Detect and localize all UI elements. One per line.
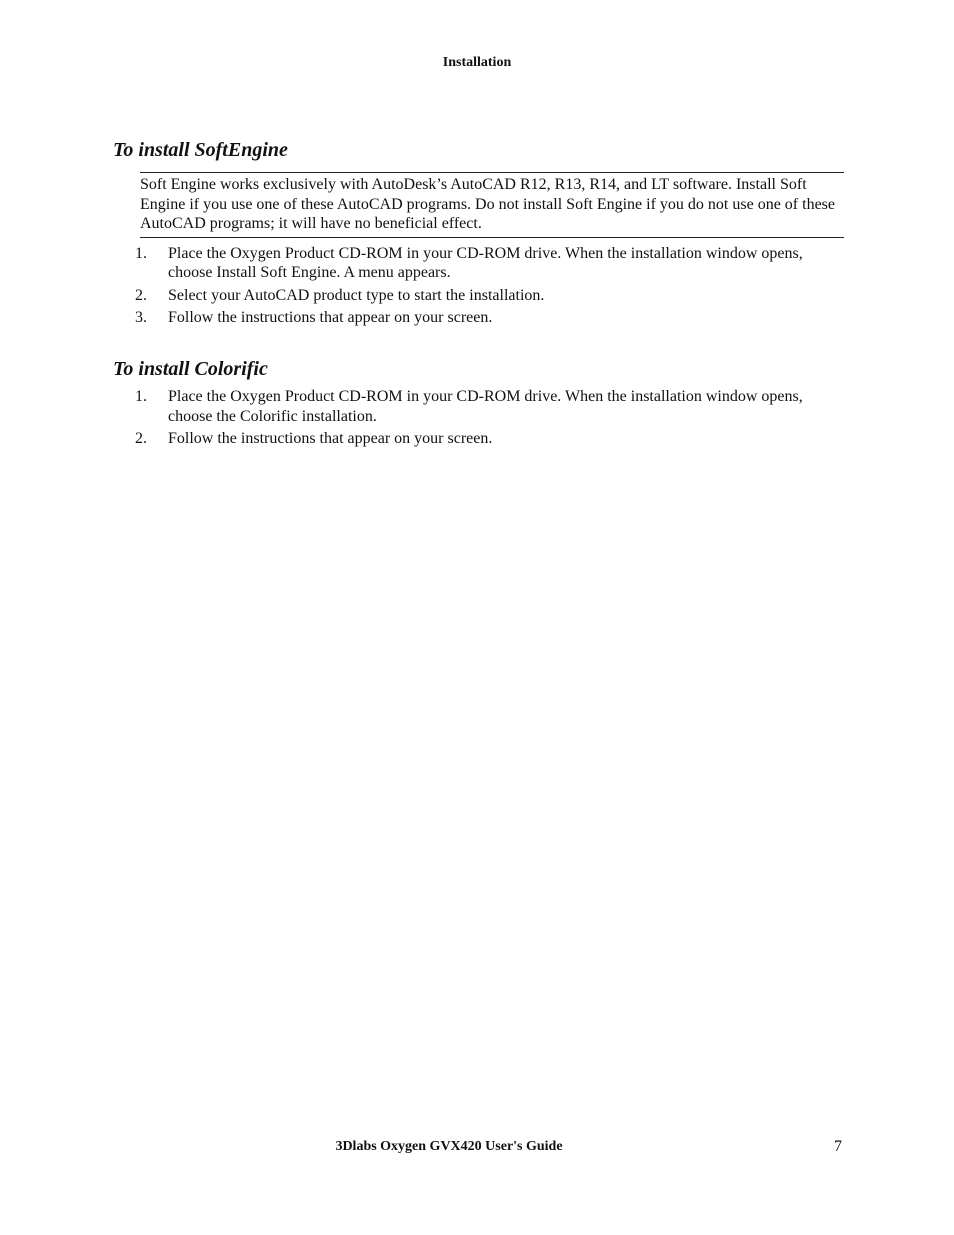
- footer-title: 3Dlabs Oxygen GVX420 User's Guide: [335, 1139, 563, 1154]
- list-item: [113, 308, 844, 328]
- step-number: 1.: [135, 388, 147, 405]
- list-item: [113, 286, 844, 306]
- step-text: Place the Oxygen Product CD-ROM in your CD-ROM drive. When the installation window opens, choose Install Soft Engine. A menu appears.: [168, 244, 803, 281]
- section-install-colorific: [113, 357, 844, 452]
- step-text: Follow the instructions that appear on your screen.: [168, 309, 493, 326]
- list-item: [113, 429, 844, 449]
- list-item: [113, 244, 844, 283]
- section-title: To install Colorific: [113, 358, 268, 380]
- step-number: 2.: [135, 430, 147, 447]
- page-number: 7: [834, 1138, 842, 1155]
- section-install-softengine: [113, 138, 844, 331]
- step-number: 3.: [135, 309, 147, 326]
- steps-list: [113, 244, 844, 328]
- note-box: Soft Engine works exclusively with AutoDesk’s AutoCAD R12, R13, R14, and LT software. Install Soft Engine if you use one of these AutoCAD programs. Do not install Soft Engine if you do not use one of these AutoCAD programs; it will have no beneficial effect.: [140, 172, 844, 238]
- step-number: 2.: [135, 286, 147, 304]
- running-header: Installation: [442, 55, 512, 70]
- section-title: To install SoftEngine: [113, 139, 288, 161]
- step-text: Place the Oxygen Product CD-ROM in your CD-ROM drive. When the installation window opens, choose the Colorific installation.: [168, 388, 803, 425]
- step-number: 1.: [135, 244, 147, 262]
- step-text: Follow the instructions that appear on your screen.: [168, 430, 493, 447]
- steps-list: [113, 387, 844, 449]
- step-text: Select your AutoCAD product type to start the installation.: [168, 286, 545, 304]
- list-item: [113, 387, 844, 426]
